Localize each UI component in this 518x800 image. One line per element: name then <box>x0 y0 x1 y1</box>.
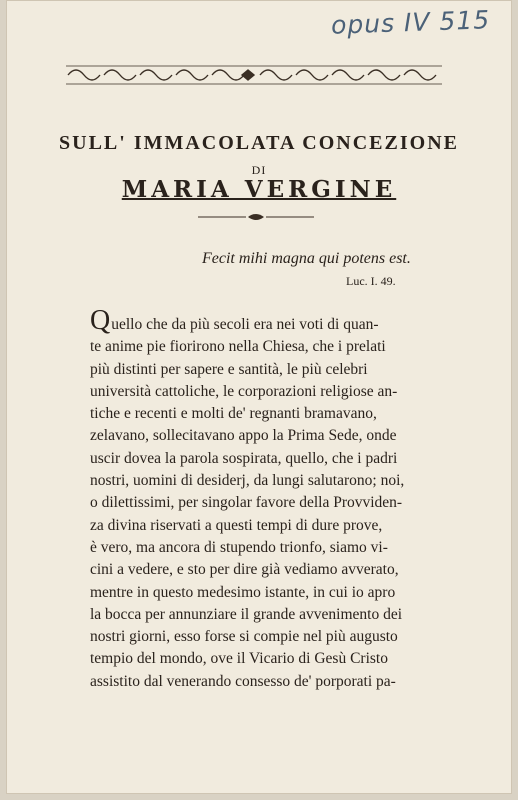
body-line: Quello che da più secoli era nei voti di quan- <box>90 305 379 336</box>
body-line: la bocca per annunziare il grande avvenimento dei <box>90 605 403 623</box>
body-line: è vero, ma ancora di stupendo trionfo, siamo vi- <box>90 538 388 556</box>
body-line: mentre in questo medesimo istante, in cui io apro <box>90 583 396 601</box>
body-line: cini a vedere, e sto per dire già vediamo avverato, <box>90 561 399 579</box>
epigraph: Fecit mihi magna qui potens est. <box>202 250 411 267</box>
body-line: o dilettissimi, per singolar favore della Provviden- <box>90 494 403 512</box>
document-subtitle: MARIA VERGINE <box>121 176 397 203</box>
body-line: za divina riservati a questi tempi di dure prove, <box>90 516 383 534</box>
decorative-rule <box>196 212 316 222</box>
handwritten-annotation: opus IV 515 <box>330 5 491 40</box>
body-line: zelavano, sollecitavano appo la Prima Sede, onde <box>90 427 397 445</box>
body-text <box>90 305 440 693</box>
body-line: nostri giorni, esso forse si compie nel più augusto <box>90 628 398 646</box>
page <box>6 0 512 794</box>
body-line: università cattoliche, le corporazioni religiose an- <box>90 382 398 400</box>
body-line: più distinti per sapere e santità, le più celebri <box>90 360 368 378</box>
body-line: nostri, uomini di desiderj, da lungi salutarono; noi, <box>90 472 405 490</box>
title-connector: DI <box>251 163 267 177</box>
document-title: SULL' IMMACOLATA CONCEZIONE <box>59 132 459 154</box>
epigraph-citation: Luc. I. 49. <box>346 274 396 288</box>
body-line: tempio del mondo, ove il Vicario di Gesù Cristo <box>90 650 388 668</box>
body-line: uscir dovea la parola sospirata, quello, che i padri <box>90 449 398 467</box>
body-line: tiche e recenti e molti de' regnanti bramavano, <box>90 405 377 423</box>
body-line: te anime pie fiorirono nella Chiesa, che i prelati <box>90 338 386 356</box>
drop-cap: Q <box>90 305 111 336</box>
body-line: assistito dal venerando consesso de' porporati pa- <box>90 672 396 690</box>
ornamental-border <box>64 64 444 86</box>
